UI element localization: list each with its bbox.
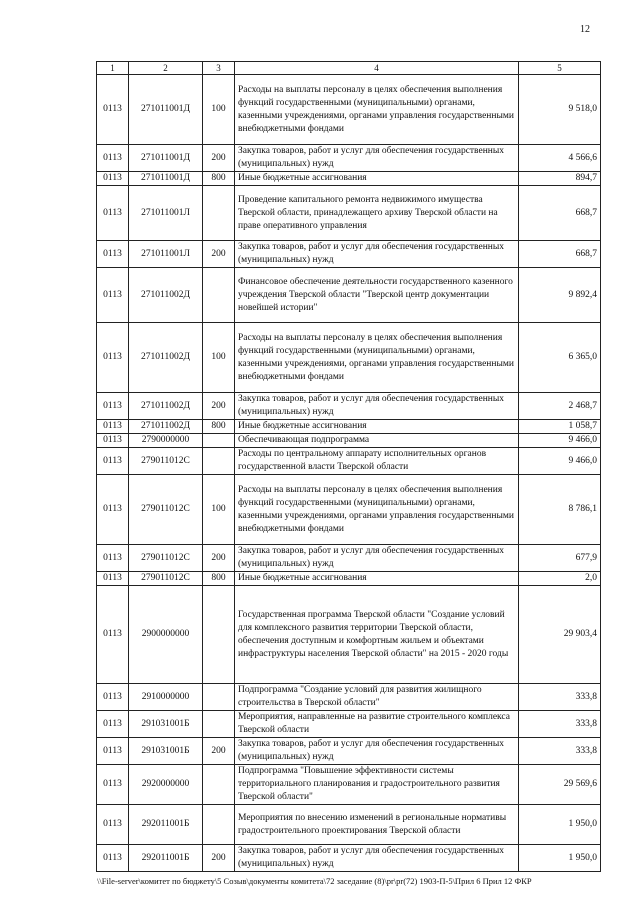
- section-code-cell: 0113: [97, 393, 129, 420]
- column-header: 5: [519, 62, 601, 75]
- section-code-cell: 0113: [97, 172, 129, 186]
- page-number: 12: [580, 24, 590, 35]
- table-header-row: [97, 62, 601, 75]
- expense-type-cell: [203, 684, 235, 711]
- target-article-cell: 271011002Д: [129, 393, 203, 420]
- expense-type-cell: 200: [203, 241, 235, 268]
- item-name-cell: Закупка товаров, работ и услуг для обеспечения государственных (муниципальных) нужд: [235, 241, 519, 268]
- table-row: [97, 323, 601, 393]
- item-name-cell: Финансовое обеспечение деятельности государственного казенного учреждения Тверской области "Тверской центр документации новейшей истории": [235, 268, 519, 323]
- amount-cell: 8 786,1: [519, 475, 601, 545]
- target-article-cell: 2790000000: [129, 434, 203, 448]
- amount-cell: 29 903,4: [519, 586, 601, 684]
- target-article-cell: 279011012С: [129, 572, 203, 586]
- expense-type-cell: [203, 805, 235, 845]
- section-code-cell: 0113: [97, 475, 129, 545]
- table-row: [97, 572, 601, 586]
- amount-cell: 2 468,7: [519, 393, 601, 420]
- section-code-cell: 0113: [97, 434, 129, 448]
- item-name-cell: Иные бюджетные ассигнования: [235, 572, 519, 586]
- target-article-cell: 279011012С: [129, 448, 203, 475]
- expense-type-cell: 200: [203, 393, 235, 420]
- item-name-cell: Закупка товаров, работ и услуг для обеспечения государственных (муниципальных) нужд: [235, 145, 519, 172]
- target-article-cell: 271011001Д: [129, 145, 203, 172]
- item-name-cell: Обеспечивающая подпрограмма: [235, 434, 519, 448]
- target-article-cell: 2920000000: [129, 765, 203, 805]
- section-code-cell: 0113: [97, 545, 129, 572]
- expense-type-cell: 800: [203, 420, 235, 434]
- section-code-cell: 0113: [97, 145, 129, 172]
- target-article-cell: 291031001Б: [129, 711, 203, 738]
- section-code-cell: 0113: [97, 765, 129, 805]
- expense-type-cell: 800: [203, 172, 235, 186]
- table-row: [97, 393, 601, 420]
- section-code-cell: 0113: [97, 711, 129, 738]
- section-code-cell: 0113: [97, 845, 129, 872]
- expense-type-cell: [203, 765, 235, 805]
- table-row: [97, 711, 601, 738]
- expense-type-cell: [203, 586, 235, 684]
- expense-type-cell: 200: [203, 845, 235, 872]
- amount-cell: 9 466,0: [519, 448, 601, 475]
- expense-type-cell: 100: [203, 323, 235, 393]
- amount-cell: 333,8: [519, 684, 601, 711]
- target-article-cell: 271011001Д: [129, 172, 203, 186]
- amount-cell: 6 365,0: [519, 323, 601, 393]
- target-article-cell: 279011012С: [129, 475, 203, 545]
- target-article-cell: 292011001Б: [129, 805, 203, 845]
- section-code-cell: 0113: [97, 738, 129, 765]
- table-row: [97, 765, 601, 805]
- target-article-cell: 291031001Б: [129, 738, 203, 765]
- table-row: [97, 75, 601, 145]
- section-code-cell: 0113: [97, 420, 129, 434]
- item-name-cell: Проведение капитального ремонта недвижимого имущества Тверской области, принадлежащего архиву Тверской области на праве оперативного управления: [235, 186, 519, 241]
- file-path-footer: \\File-server\комитет по бюджету\5 Созыв\документы комитета\72 заседание (8)\pr\pr(72) 1903-П-5\Прил 6 Прил 12 ФКР: [97, 876, 532, 886]
- expense-type-cell: 100: [203, 75, 235, 145]
- amount-cell: 9 892,4: [519, 268, 601, 323]
- table-row: [97, 684, 601, 711]
- table-row: [97, 845, 601, 872]
- table-row: [97, 268, 601, 323]
- target-article-cell: 2900000000: [129, 586, 203, 684]
- section-code-cell: 0113: [97, 572, 129, 586]
- target-article-cell: 271011002Д: [129, 420, 203, 434]
- item-name-cell: Расходы на выплаты персоналу в целях обеспечения выполнения функций государственными (муниципальными) органами, казенными учреждениями, органами управления государственными внебюджетными фондами: [235, 323, 519, 393]
- expense-type-cell: 800: [203, 572, 235, 586]
- section-code-cell: 0113: [97, 186, 129, 241]
- table-row: [97, 186, 601, 241]
- amount-cell: 9 466,0: [519, 434, 601, 448]
- amount-cell: 677,9: [519, 545, 601, 572]
- expense-type-cell: 200: [203, 145, 235, 172]
- expense-type-cell: [203, 268, 235, 323]
- budget-table: [96, 61, 601, 872]
- item-name-cell: Расходы на выплаты персоналу в целях обеспечения выполнения функций государственными (муниципальными) органами, казенными учреждениями, органами управления государственными внебюджетными фондами: [235, 475, 519, 545]
- expense-type-cell: [203, 448, 235, 475]
- table-row: [97, 434, 601, 448]
- table-row: [97, 475, 601, 545]
- item-name-cell: Мероприятия, направленные на развитие строительного комплекса Тверской области: [235, 711, 519, 738]
- amount-cell: 894,7: [519, 172, 601, 186]
- amount-cell: 668,7: [519, 186, 601, 241]
- item-name-cell: Закупка товаров, работ и услуг для обеспечения государственных (муниципальных) нужд: [235, 545, 519, 572]
- target-article-cell: 279011012С: [129, 545, 203, 572]
- table-row: [97, 448, 601, 475]
- expense-type-cell: [203, 186, 235, 241]
- target-article-cell: 271011002Д: [129, 268, 203, 323]
- section-code-cell: 0113: [97, 241, 129, 268]
- column-header: 3: [203, 62, 235, 75]
- item-name-cell: Иные бюджетные ассигнования: [235, 420, 519, 434]
- section-code-cell: 0113: [97, 448, 129, 475]
- table-row: [97, 545, 601, 572]
- table-row: [97, 241, 601, 268]
- amount-cell: 2,0: [519, 572, 601, 586]
- amount-cell: 1 058,7: [519, 420, 601, 434]
- amount-cell: 9 518,0: [519, 75, 601, 145]
- section-code-cell: 0113: [97, 323, 129, 393]
- expense-type-cell: [203, 711, 235, 738]
- table-row: [97, 805, 601, 845]
- table-row: [97, 738, 601, 765]
- target-article-cell: 292011001Б: [129, 845, 203, 872]
- amount-cell: 1 950,0: [519, 805, 601, 845]
- expense-type-cell: 200: [203, 545, 235, 572]
- amount-cell: 29 569,6: [519, 765, 601, 805]
- table-row: [97, 145, 601, 172]
- item-name-cell: Закупка товаров, работ и услуг для обеспечения государственных (муниципальных) нужд: [235, 738, 519, 765]
- amount-cell: 668,7: [519, 241, 601, 268]
- amount-cell: 333,8: [519, 711, 601, 738]
- column-header: 1: [97, 62, 129, 75]
- item-name-cell: Иные бюджетные ассигнования: [235, 172, 519, 186]
- amount-cell: 333,8: [519, 738, 601, 765]
- target-article-cell: 2910000000: [129, 684, 203, 711]
- table-row: [97, 586, 601, 684]
- column-header: 4: [235, 62, 519, 75]
- item-name-cell: Расходы по центральному аппарату исполнительных органов государственной власти Тверской области: [235, 448, 519, 475]
- target-article-cell: 271011001Д: [129, 75, 203, 145]
- section-code-cell: 0113: [97, 805, 129, 845]
- table-body: [97, 75, 601, 872]
- target-article-cell: 271011001Л: [129, 241, 203, 268]
- target-article-cell: 271011002Д: [129, 323, 203, 393]
- section-code-cell: 0113: [97, 586, 129, 684]
- item-name-cell: Закупка товаров, работ и услуг для обеспечения государственных (муниципальных) нужд: [235, 393, 519, 420]
- amount-cell: 4 566,6: [519, 145, 601, 172]
- table-row: [97, 420, 601, 434]
- column-header: 2: [129, 62, 203, 75]
- amount-cell: 1 950,0: [519, 845, 601, 872]
- item-name-cell: Расходы на выплаты персоналу в целях обеспечения выполнения функций государственными (муниципальными) органами, казенными учреждениями, органами управления государственными внебюджетными фондами: [235, 75, 519, 145]
- section-code-cell: 0113: [97, 75, 129, 145]
- item-name-cell: Закупка товаров, работ и услуг для обеспечения государственных (муниципальных) нужд: [235, 845, 519, 872]
- table-row: [97, 172, 601, 186]
- item-name-cell: Государственная программа Тверской области "Создание условий для комплексного развития территории Тверской области, обеспечения доступным и комфортным жильем и объектами инфраструктуры населения Тверской области" на 2015 - 2020 годы: [235, 586, 519, 684]
- item-name-cell: Мероприятия по внесению изменений в региональные нормативы градостроительного проектирования Тверской области: [235, 805, 519, 845]
- target-article-cell: 271011001Л: [129, 186, 203, 241]
- item-name-cell: Подпрограмма "Повышение эффективности системы территориального планирования и градостроительного развития Тверской области": [235, 765, 519, 805]
- section-code-cell: 0113: [97, 684, 129, 711]
- expense-type-cell: [203, 434, 235, 448]
- section-code-cell: 0113: [97, 268, 129, 323]
- item-name-cell: Подпрограмма "Создание условий для развития жилищного строительства в Тверской области": [235, 684, 519, 711]
- expense-type-cell: 200: [203, 738, 235, 765]
- expense-type-cell: 100: [203, 475, 235, 545]
